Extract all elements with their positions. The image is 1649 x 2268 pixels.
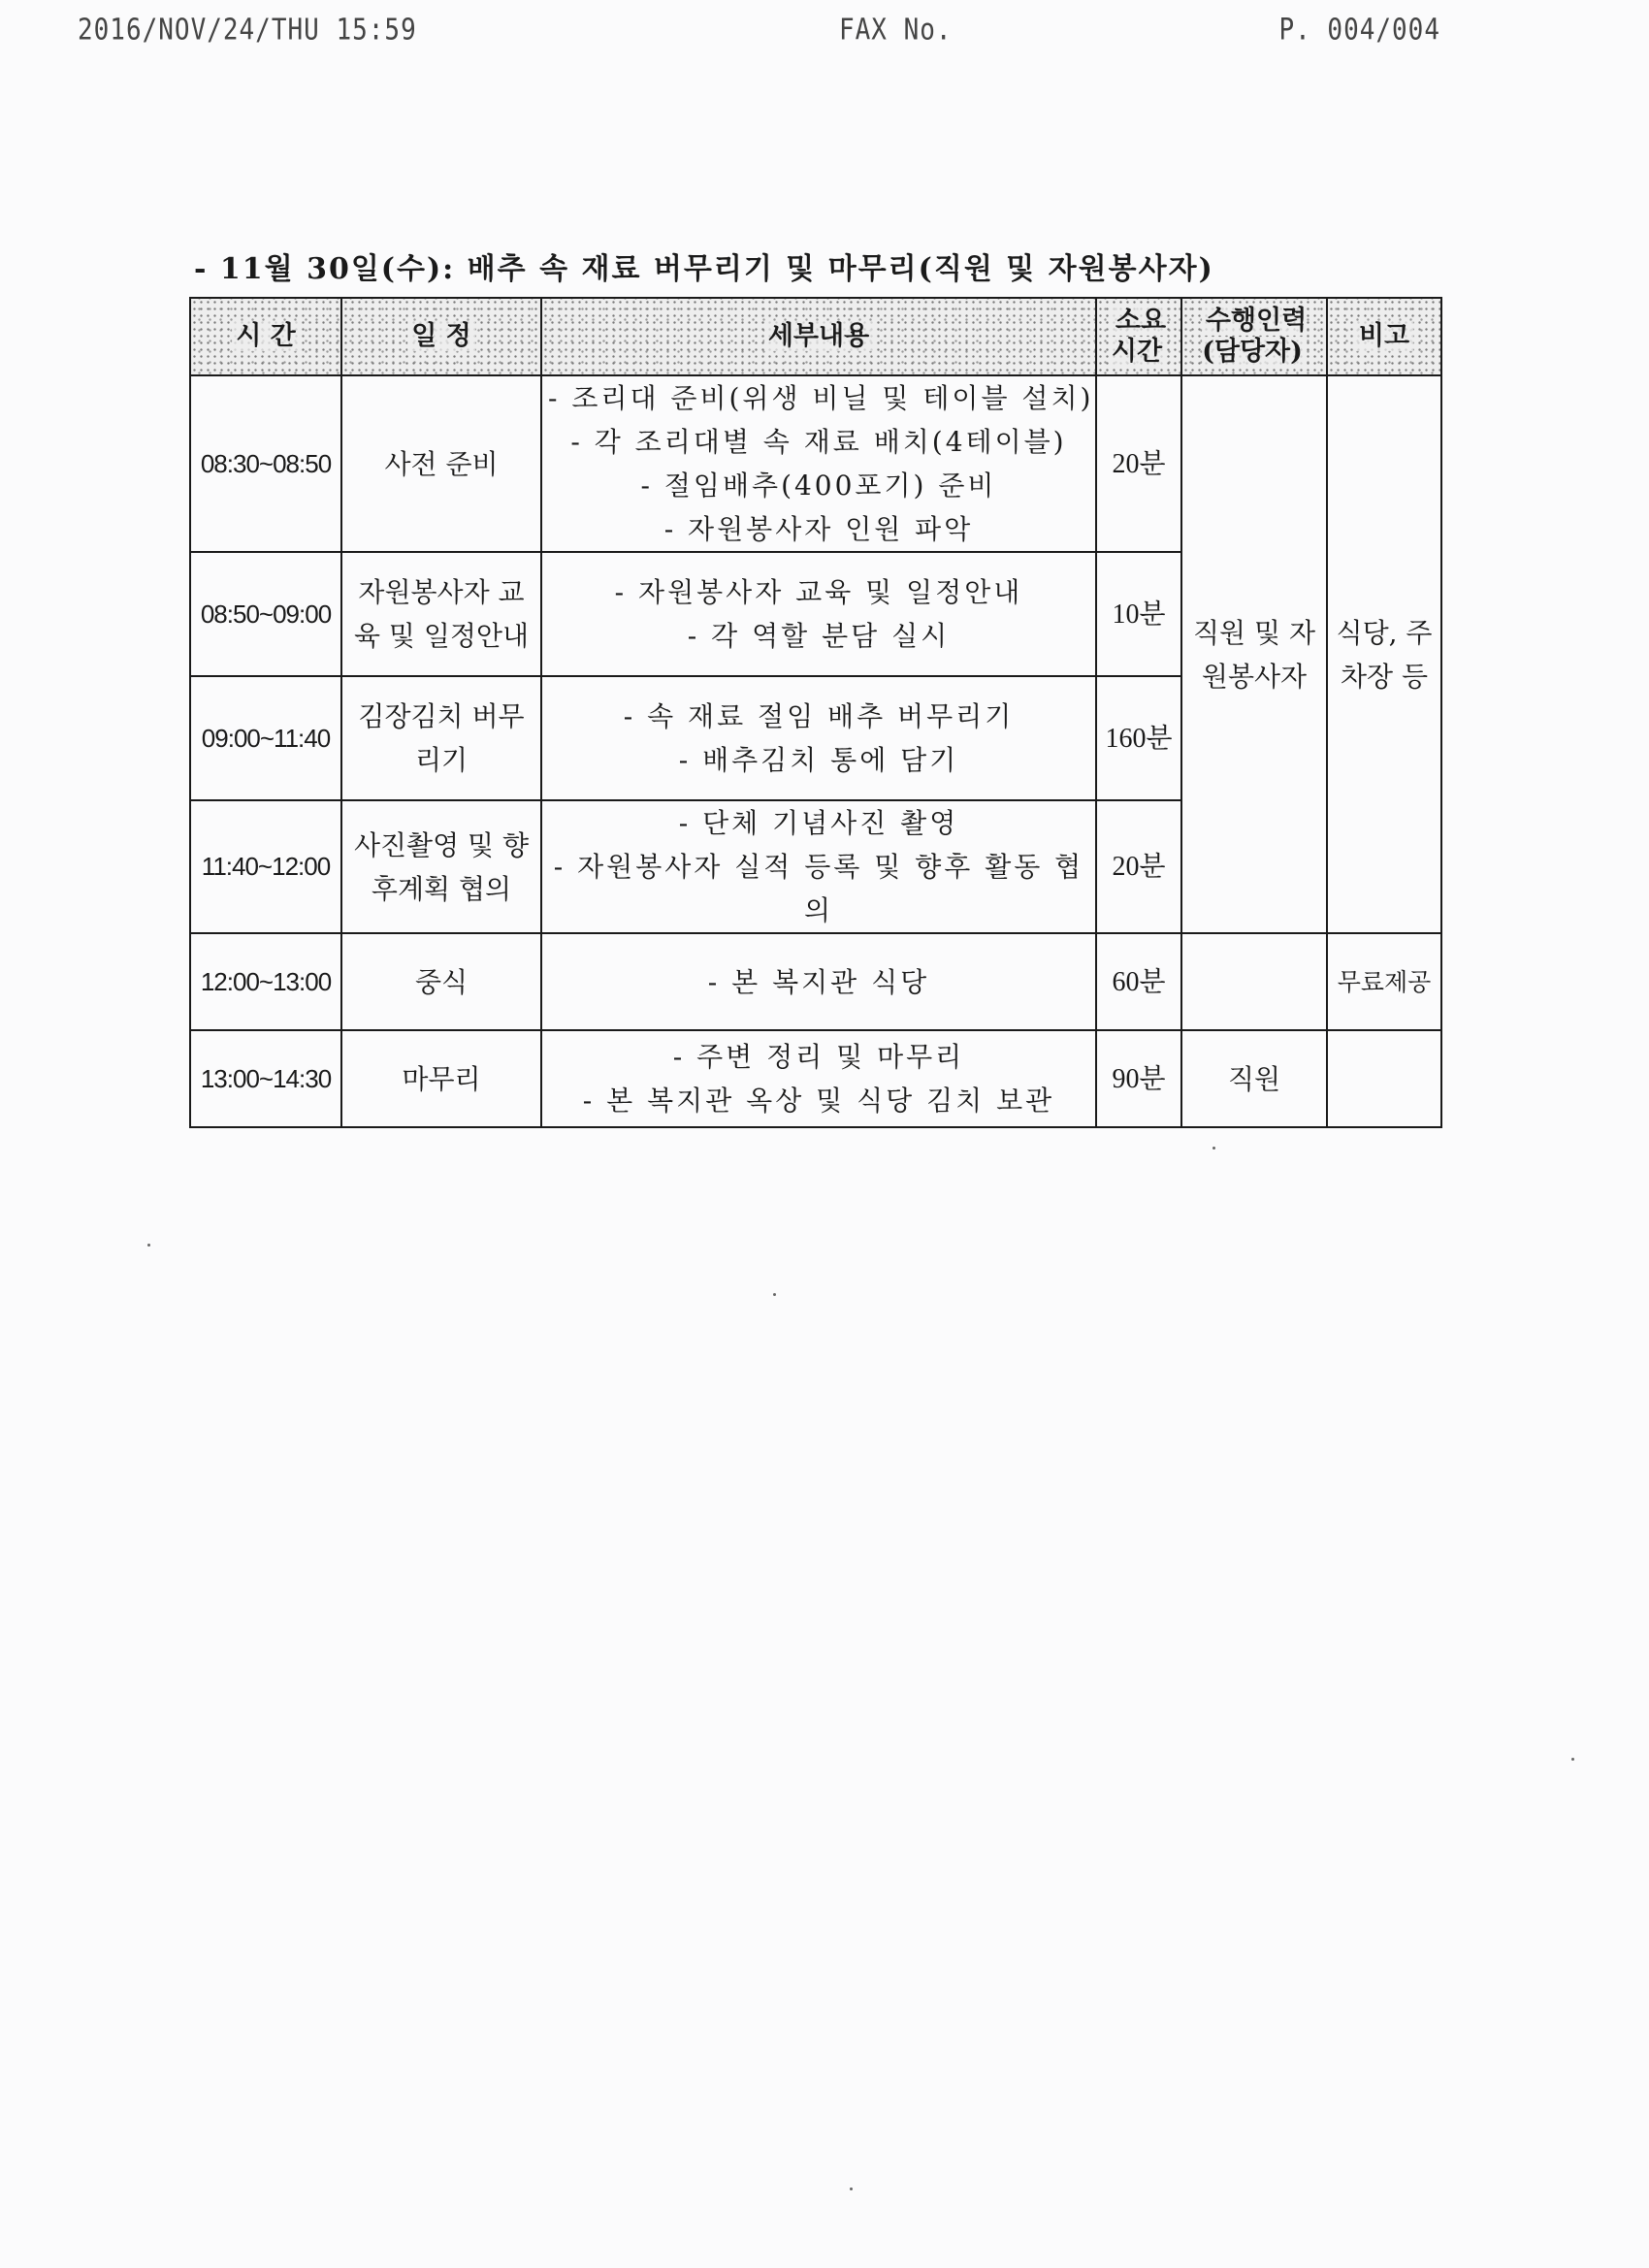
- header-schedule: 일 정: [341, 298, 541, 375]
- row-details: [541, 676, 1096, 800]
- scan-speck: [1212, 1147, 1215, 1150]
- row-schedule: 자원봉사자 교육 및 일정안내: [341, 552, 541, 676]
- detail-line: - 배추김치 통에 담기: [678, 744, 959, 776]
- row-details: [541, 552, 1096, 676]
- row-duration: 10분: [1096, 552, 1181, 676]
- row-staff: 직원: [1181, 1030, 1327, 1127]
- scan-speck: [773, 1293, 776, 1296]
- row-details: [541, 375, 1096, 552]
- fax-datetime: 2016/NOV/24/THU 15:59: [78, 14, 417, 48]
- row-remarks: 무료제공: [1327, 933, 1441, 1030]
- row-schedule: 사진촬영 및 향후계획 협의: [341, 800, 541, 933]
- detail-line: - 각 조리대별 속 재료 배치(4테이블): [570, 426, 1067, 458]
- header-duration: 소요 시간: [1096, 298, 1181, 375]
- scan-speck: [1571, 1758, 1574, 1761]
- row-staff: [1181, 933, 1327, 1030]
- row-duration: 60분: [1096, 933, 1181, 1030]
- row-time: 13:00~14:30: [190, 1030, 341, 1127]
- scan-speck: [850, 2187, 853, 2190]
- detail-line: - 단체 기념사진 촬영: [678, 807, 959, 839]
- row-duration: 20분: [1096, 800, 1181, 933]
- scan-speck: [147, 1244, 150, 1247]
- row-schedule: 마무리: [341, 1030, 541, 1127]
- detail-line: - 절임배추(400포기) 준비: [640, 470, 997, 502]
- table-row: [190, 933, 1441, 1030]
- row-schedule: 사전 준비: [341, 375, 541, 552]
- detail-line: - 본 복지관 옥상 및 식당 김치 보관: [582, 1085, 1055, 1117]
- row-duration: 160분: [1096, 676, 1181, 800]
- row-time: 08:30~08:50: [190, 375, 341, 552]
- row-time: 11:40~12:00: [190, 800, 341, 933]
- row-time: 09:00~11:40: [190, 676, 341, 800]
- detail-line: - 속 재료 절임 배추 버무리기: [623, 700, 1015, 732]
- merged-remarks-cell: 식당, 주차장 등: [1327, 375, 1441, 933]
- row-details: [541, 800, 1096, 933]
- header-details: 세부내용: [541, 298, 1096, 375]
- detail-line: - 조리대 준비(위생 비닐 및 테이블 설치): [548, 382, 1094, 414]
- row-schedule: 김장김치 버무리기: [341, 676, 541, 800]
- row-time: 12:00~13:00: [190, 933, 341, 1030]
- fax-header: [78, 14, 1440, 53]
- header-time: 시 간: [190, 298, 341, 375]
- row-details: [541, 933, 1096, 1030]
- fax-number: FAX No.: [839, 14, 953, 48]
- row-details: [541, 1030, 1096, 1127]
- row-time: 08:50~09:00: [190, 552, 341, 676]
- table-row: [190, 375, 1441, 552]
- detail-line: - 각 역할 분담 실시: [687, 620, 951, 652]
- row-duration: 90분: [1096, 1030, 1181, 1127]
- row-remarks: [1327, 1030, 1441, 1127]
- fax-page-number: P. 004/004: [1278, 14, 1440, 48]
- table-row: [190, 1030, 1441, 1127]
- detail-line: - 자원봉사자 인원 파악: [663, 513, 974, 545]
- detail-line: - 자원봉사자 교육 및 일정안내: [614, 576, 1023, 608]
- detail-line: - 주변 정리 및 마무리: [672, 1041, 965, 1073]
- header-remarks: 비고: [1327, 298, 1441, 375]
- section-title: - 11월 30일(수): 배추 속 재료 버무리기 및 마무리(직원 및 자원봉사자): [194, 252, 1214, 286]
- detail-line: - 자원봉사자 실적 등록 및 향후 활동 협의: [553, 851, 1084, 926]
- schedule-table: [189, 297, 1442, 1128]
- merged-staff-cell: 직원 및 자원봉사자: [1181, 375, 1327, 933]
- table-header-row: [190, 298, 1441, 375]
- detail-line: - 본 복지관 식당: [707, 965, 930, 998]
- row-duration: 20분: [1096, 375, 1181, 552]
- row-schedule: 중식: [341, 933, 541, 1030]
- header-staff: 수행인력 (담당자): [1181, 298, 1327, 375]
